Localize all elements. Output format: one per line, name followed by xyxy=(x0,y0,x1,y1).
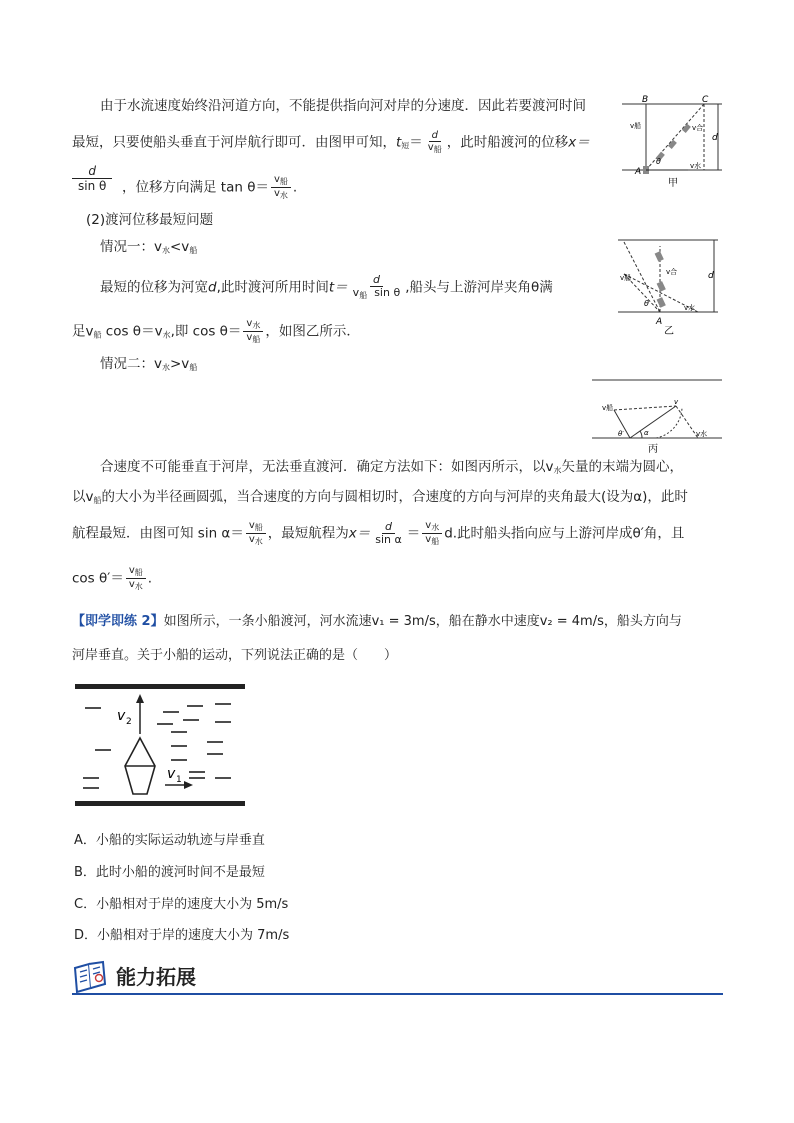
para1-line2: 最短，只要使船头垂直于河岸航行即可．由图甲可知，$t_短=$ $\frac{d}{v_船}$ ，此时船渡河的位移x＝ xyxy=(72,130,590,154)
para1-line3: ，位移方向满足 tan θ＝ $\frac{v_船}{v_水}$ . xyxy=(122,174,298,200)
figure-yi xyxy=(614,236,726,336)
bing-label-theta: θ′ xyxy=(618,430,624,438)
exercise-line1: 【即学即练 2】如图所示，一条小船渡河，河水流速v₁ = 3m/s，船在静水中速度v₂ = 4m/s，船头方向与 xyxy=(72,614,682,629)
boat-river-figure xyxy=(75,684,245,806)
para1-line1: 由于水流速度始终沿河道方向，不能提供指向河对岸的分速度．因此若要渡河时间 xyxy=(100,98,586,114)
yi-label-theta: θ xyxy=(644,299,649,308)
section-divider xyxy=(72,993,723,995)
bing-label-vwater: v水 xyxy=(696,430,708,438)
yi-label-vship: v船 xyxy=(620,274,632,282)
v2-label-sub: 2 xyxy=(126,717,132,727)
jia-label-theta: θ xyxy=(656,157,661,166)
yi-caption: 乙 xyxy=(664,326,674,336)
case1-line2: 足$v_船$ $\cos \theta=v_水$,即 cos θ＝ $\frac{v_水}{v_船}$ ，如图乙所示． xyxy=(72,318,360,344)
jia-label-d: d xyxy=(712,133,718,143)
figure-bing xyxy=(590,374,724,454)
option-a[interactable]: A．小船的实际运动轨迹与岸垂直 xyxy=(74,833,265,848)
jia-label-a: A xyxy=(635,167,642,177)
jia-label-vship: v船 xyxy=(630,122,642,130)
bing-label-vship: v船 xyxy=(602,404,614,412)
section-2-heading: (2)渡河位移最短问题 xyxy=(86,212,214,228)
yi-label-a: A xyxy=(656,317,663,327)
jia-label-vhe: v合 xyxy=(692,124,704,132)
bing-label-alpha: α xyxy=(644,429,649,437)
jia-label-vwater: v水 xyxy=(690,162,702,170)
option-b[interactable]: B．此时小船的渡河时间不是最短 xyxy=(74,865,265,880)
section-title: 能力拓展 xyxy=(116,965,196,989)
jia-caption: 甲 xyxy=(668,178,678,189)
case2-label: 情况二：$v_水>v_船$ xyxy=(100,356,198,372)
yi-label-vhe: v合 xyxy=(666,268,678,276)
para3-line1: 合速度不可能垂直于河岸，无法垂直渡河．确定方法如下：如图丙所示，以$v_水$矢量的末端为圆心， xyxy=(100,459,683,475)
bing-caption: 丙 xyxy=(648,444,658,454)
jia-label-b: B xyxy=(642,95,649,105)
case1-label: 情况一：$v_水<v_船$ xyxy=(100,239,198,255)
para3-line3: 航程最短．由图可知 sin α＝ $\frac{v_船}{v_水}$ ，最短航程为x＝ $\frac{d}{\text{sin α}}$ ＝ $\frac{v_水}{v_船}$ d.此时船头指向应与上游河岸成θ′角，且 xyxy=(72,519,685,546)
yi-label-d: d xyxy=(708,271,714,281)
para3-line2: 以$v_船$的大小为半径画圆弧，当合速度的方向与圆相切时，合速度的方向与河岸的夹角最大(设为α)，此时 xyxy=(72,489,688,505)
v1-label-v: v xyxy=(167,766,176,782)
book-icon xyxy=(72,960,110,994)
jia-label-c: C xyxy=(702,95,709,105)
option-d[interactable]: D．小船相对于岸的速度大小为 7m/s xyxy=(74,928,290,943)
figure-jia xyxy=(618,94,728,190)
case1-line1: 最短的位移为河宽d,此时渡河所用时间t＝ $\frac{d}{v_船 \sin \theta}$ ,船头与上游河岸夹角θ满 xyxy=(100,273,553,301)
yi-label-vwater: v水 xyxy=(684,304,696,312)
para1-x-fraction: $\frac{d}{\text{sin θ}}$ xyxy=(72,164,112,195)
v1-label-sub: 1 xyxy=(176,775,182,785)
option-c[interactable]: C．小船相对于岸的速度大小为 5m/s xyxy=(74,897,289,912)
bing-label-v: v xyxy=(674,398,679,406)
exercise-tag: 【即学即练 2】 xyxy=(72,614,164,629)
exercise-line2: 河岸垂直。关于小船的运动，下列说法正确的是（ ） xyxy=(72,648,398,663)
para3-line4: cos θ′＝ $\frac{v_船}{v_水}$ . xyxy=(72,565,153,591)
v2-label-v: v xyxy=(117,708,126,724)
